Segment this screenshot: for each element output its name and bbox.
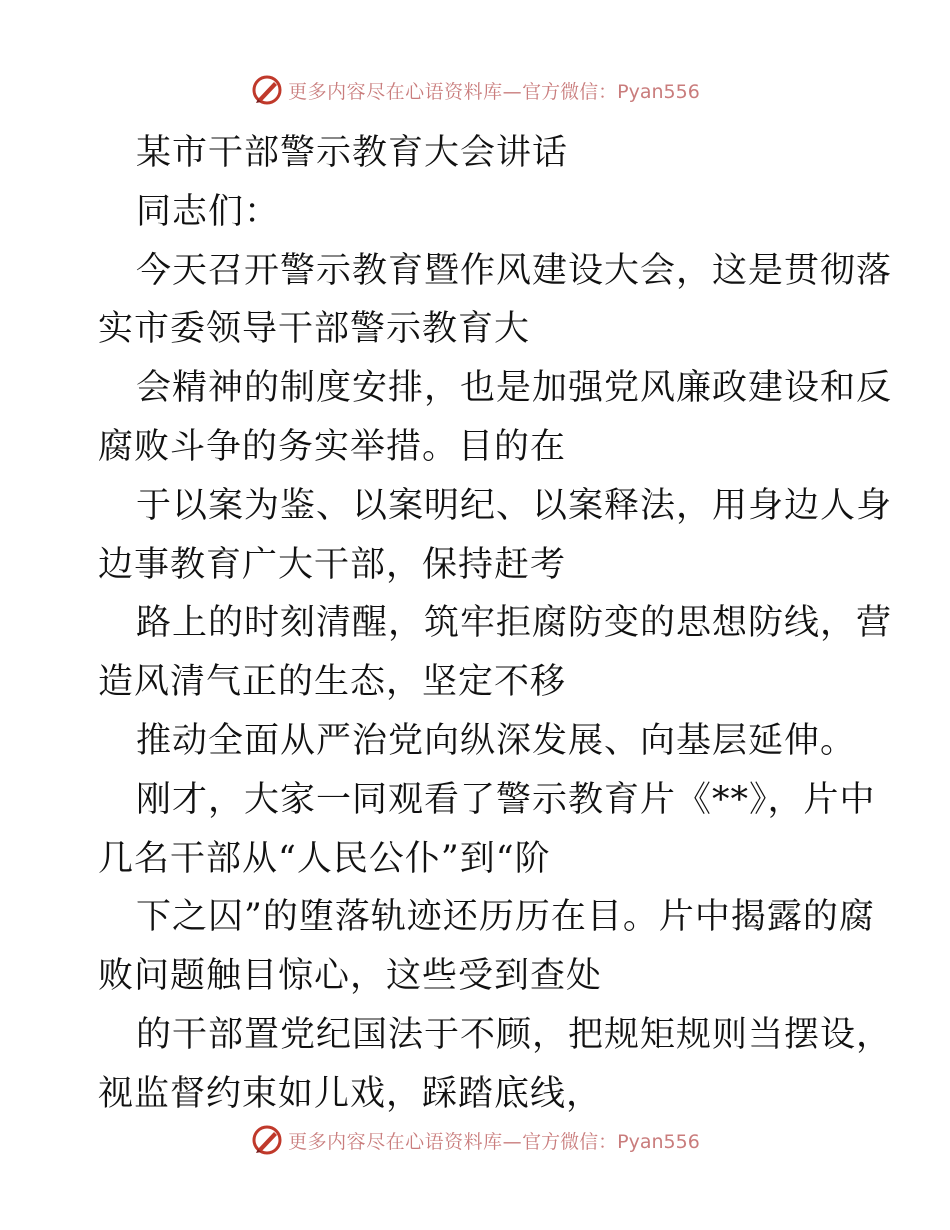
watermark-text: 更多内容尽在心语资料库— xyxy=(288,80,523,103)
text-line: 今天召开警示教育暨作风建设大会，这是贯彻落 xyxy=(136,250,893,291)
text-line: 边事教育广大干部，保持赶考 xyxy=(98,544,567,585)
text-line: 路上的时刻清醒，筑牢拒腐防变的思想防线，营 xyxy=(136,603,893,644)
text-line: 下之囚”的堕落轨迹还历历在目。片中揭露的腐 xyxy=(136,897,875,938)
pen-circle-logo-icon xyxy=(250,73,284,107)
watermark-contact: 官方微信：Pyan556 xyxy=(522,80,700,103)
pen-circle-logo-icon xyxy=(250,1123,284,1157)
text-line: 几名干部从“人民公仆”到“阶 xyxy=(98,838,551,879)
header-watermark xyxy=(0,70,950,110)
text-line: 于以案为鉴、以案明纪、以案释法，用身边人身 xyxy=(136,485,893,526)
text-line: 推动全面从严治党向纵深发展、向基层延伸。 xyxy=(136,720,857,761)
salutation: 同志们： xyxy=(136,191,281,232)
text-line: 败问题触目惊心，这些受到查处 xyxy=(98,956,603,997)
document-title: 某市干部警示教育大会讲话 xyxy=(136,133,569,173)
text-line: 的干部置党纪国法于不顾，把规矩规则当摆设， xyxy=(136,1014,893,1055)
watermark-contact: 官方微信：Pyan556 xyxy=(522,1130,700,1153)
text-line: 会精神的制度安排，也是加强党风廉政建设和反 xyxy=(136,368,893,409)
text-line: 刚才，大家一同观看了警示教育片《**》，片中 xyxy=(136,779,876,820)
text-line: 实市委领导干部警示教育大 xyxy=(98,309,531,350)
text-line: 视监督约束如儿戏，踩踏底线， xyxy=(98,1073,603,1114)
document-body xyxy=(98,124,893,1124)
text-line: 造风清气正的生态，坚定不移 xyxy=(98,662,567,703)
text-line: 腐败斗争的务实举措。目的在 xyxy=(98,426,567,467)
footer-watermark xyxy=(0,1120,950,1160)
watermark-text: 更多内容尽在心语资料库— xyxy=(288,1130,523,1153)
